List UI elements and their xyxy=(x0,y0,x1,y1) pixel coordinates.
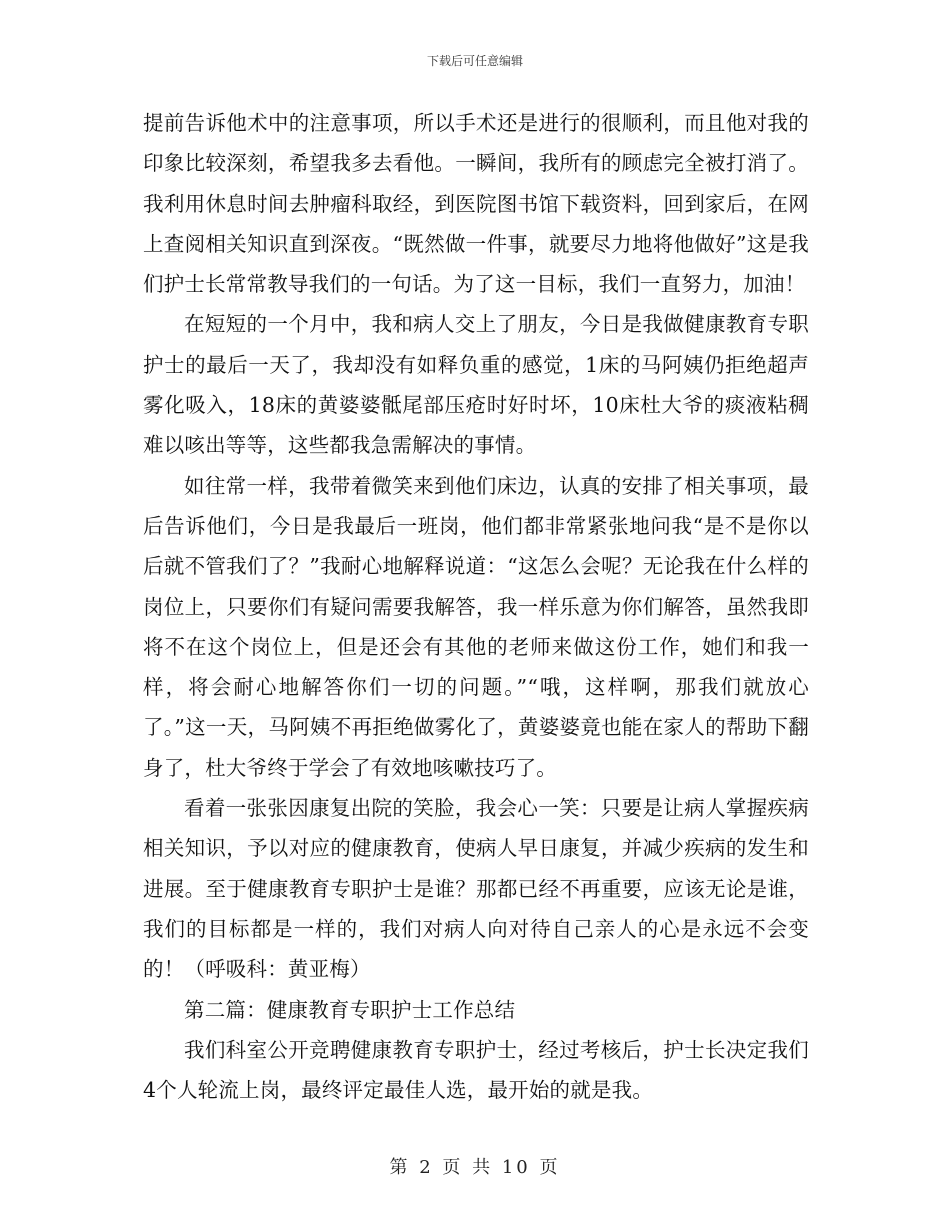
paragraph-5: 我们科室公开竞聘健康教育专职护士，经过考核后，护士长决定我们4个人轮流上岗，最终评定最佳人选，最开始的就是我。 xyxy=(143,1037,809,1103)
paragraph-3: 如往常一样，我带着微笑来到他们床边，认真的安排了相关事项，最后告诉他们，今日是我最后一班岗，他们都非常紧张地问我“是不是你以后就不管我们了？”我耐心地解释说道：“这怎么会呢？无论我在什么样的岗位上，只要你们有疑问需要我解答，我一样乐意为你们解答，虽然我即将不在这个岗位上，但是还会有其他的老师来做这份工作，她们和我一样，将会耐心地解答你们一切的问题。”“哦，这样啊，那我们就放心了。”这一天，马阿姨不再拒绝做雾化了，黄婆婆竟也能在家人的帮助下翻身了，杜大爷终于学会了有效地咳嗽技巧了。 xyxy=(143,473,809,780)
page-number-footer: 第 2 页 共 10 页 xyxy=(389,1157,561,1178)
page-header: 下载后可任意编辑 xyxy=(426,54,523,68)
paragraph-4: 看着一张张因康复出院的笑脸，我会心一笑：只要是让病人掌握疾病相关知识，予以对应的健康教育，使病人早日康复，并减少疾病的发生和进展。至于健康教育专职护士是谁？那都已经不再重要，应该无论是谁，我们的目标都是一样的，我们对病人向对待自己亲人的心是永远不会变的！（呼吸科：黄亚梅） xyxy=(143,796,809,982)
document-body xyxy=(143,103,809,1110)
paragraph-1: 提前告诉他术中的注意事项，所以手术还是进行的很顺利，而且他对我的印象比较深刻，希望我多去看他。一瞬间，我所有的顾虑完全被打消了。我利用休息时间去肿瘤科取经，到医院图书馆下载资料，回到家后，在网上查阅相关知识直到深夜。“既然做一件事，就要尽力地将他做好”这是我们护士长常常教导我们的一句话。为了这一目标，我们一直努力，加油！ xyxy=(143,111,809,297)
paragraph-2: 在短短的一个月中，我和病人交上了朋友，今日是我做健康教育专职护士的最后一天了，我却没有如释负重的感觉，1床的马阿姨仍拒绝超声雾化吸入，18床的黄婆婆骶尾部压疮时好时坏，10床杜大爷的痰液粘稠难以咳出等等，这些都我急需解决的事情。 xyxy=(143,312,809,458)
section-heading: 第二篇：健康教育专职护士工作总结 xyxy=(184,997,516,1022)
